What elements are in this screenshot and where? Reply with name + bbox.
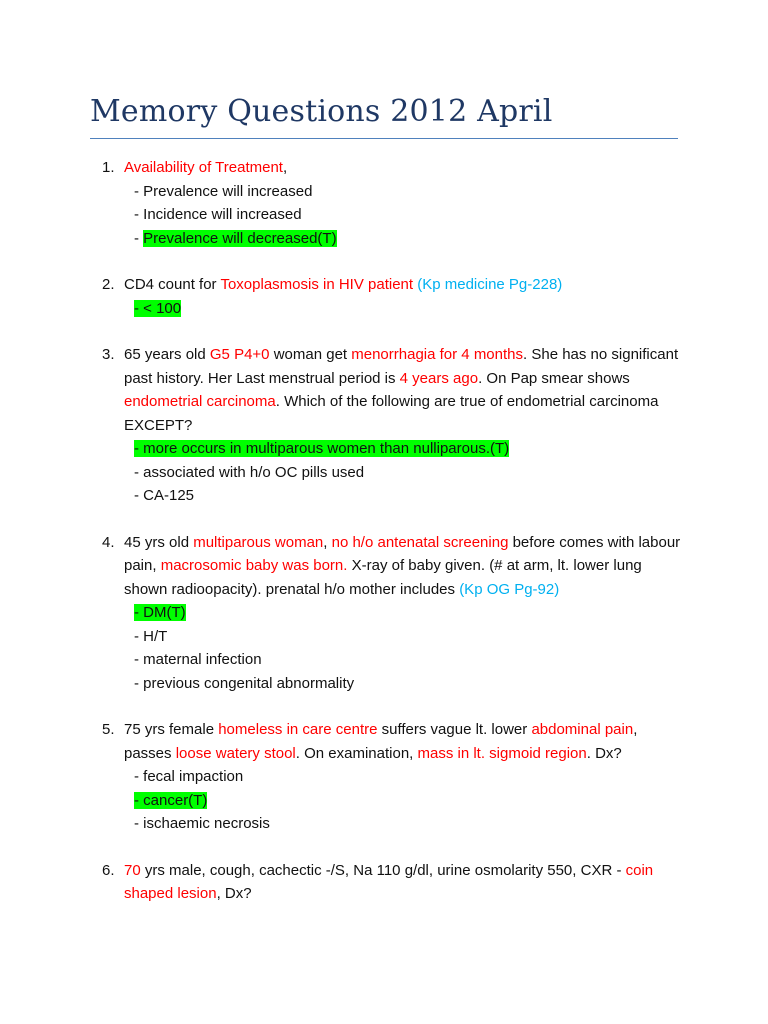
option-text: - associated with h/o OC pills used — [134, 463, 365, 481]
answer-option-correct — [134, 227, 684, 251]
option-text: - previous congenital abnormality — [134, 674, 355, 692]
stem-text: yrs male, cough, cachectic -/S, Na 110 g/dl, urine osmolarity 550, CXR - — [140, 861, 626, 879]
question-item — [0, 718, 768, 836]
question-item — [0, 859, 768, 906]
emphasis-text: Availability of Treatment — [124, 159, 283, 176]
option-text: - maternal infection — [134, 651, 262, 668]
title-divider — [90, 138, 678, 139]
question-number: 5. — [102, 721, 115, 738]
question-list — [0, 156, 768, 929]
option-text: - CA-125 — [134, 487, 195, 504]
emphasis-text: 70 — [124, 861, 141, 879]
question-number: 3. — [102, 346, 115, 363]
question-stem — [124, 718, 684, 765]
stem-text: . She has no significant past history. Her Last menstrual period is — [124, 346, 679, 387]
question-body — [124, 156, 684, 250]
stem-text: suffers vague lt. lower — [377, 721, 532, 738]
stem-text: woman get — [269, 346, 352, 363]
stem-text: X-ray of baby given. (# at arm, lt. lower lung shown radioopacity). prenatal h/o mother includes — [124, 557, 642, 598]
question-stem — [124, 531, 684, 602]
stem-text: , — [323, 533, 332, 551]
emphasis-text: menorrhagia for 4 months — [351, 346, 524, 363]
emphasis-text: abdominal pain — [531, 721, 634, 738]
answer-option-correct — [134, 789, 684, 813]
reference-text: (Kp OG Pg-92) — [459, 580, 560, 598]
answer-option — [134, 180, 684, 204]
question-stem — [124, 273, 684, 297]
answer-option — [134, 461, 684, 485]
stem-text: 65 years old — [124, 346, 210, 363]
question-body — [124, 718, 684, 836]
stem-text: CD4 count for — [124, 276, 221, 293]
option-text: - Prevalence will increased — [134, 182, 313, 200]
emphasis-text: macrosomic baby was born. — [160, 557, 348, 574]
emphasis-text: endometrial carcinoma — [124, 393, 276, 410]
stem-text: , — [282, 159, 288, 176]
question-body — [124, 273, 684, 320]
question-stem — [124, 343, 684, 437]
highlighted-answer-text: - DM(T) — [134, 604, 186, 621]
stem-text: . Dx? — [586, 744, 622, 762]
answer-option — [134, 203, 684, 227]
answer-option — [134, 484, 684, 508]
answer-option-correct — [134, 437, 684, 461]
emphasis-text: no h/o antenatal screening — [331, 533, 509, 551]
question-item — [0, 343, 768, 508]
answer-option-correct — [134, 601, 684, 625]
stem-text: 75 yrs female — [124, 721, 219, 738]
stem-text: . On Pap smear shows — [478, 369, 630, 387]
stem-text: before comes with labour pain, — [124, 533, 681, 574]
reference-text: (Kp medicine Pg-228) — [417, 276, 563, 293]
question-number: 6. — [102, 861, 115, 879]
question-item — [0, 273, 768, 320]
answer-option — [134, 625, 684, 649]
question-number: 1. — [102, 159, 115, 176]
option-text: - H/T — [134, 627, 168, 645]
option-text: - Incidence will increased — [134, 206, 302, 223]
emphasis-text: 4 years ago — [399, 369, 479, 387]
stem-text: . Which of the following are true of endometrial carcinoma EXCEPT? — [124, 393, 659, 434]
question-stem — [124, 156, 684, 180]
emphasis-text: homeless in care centre — [218, 721, 378, 738]
emphasis-text: multiparous woman — [193, 533, 324, 551]
page-title: Memory Questions 2012 April — [90, 94, 553, 129]
answer-option — [134, 765, 684, 789]
stem-text: . On examination, — [295, 744, 418, 762]
highlighted-answer-text: - < 100 — [134, 299, 182, 317]
question-number: 2. — [102, 276, 115, 293]
highlighted-answer-text: Prevalence will decreased(T) — [143, 229, 337, 247]
answer-option — [134, 648, 684, 672]
question-stem — [124, 859, 684, 906]
emphasis-text: mass in lt. sigmoid region — [417, 744, 587, 762]
question-body — [124, 859, 684, 906]
option-text: - fecal impaction — [134, 768, 244, 785]
answer-option — [134, 672, 684, 696]
question-item — [0, 156, 768, 250]
highlighted-answer-text: - cancer(T) — [134, 791, 208, 809]
stem-text: , Dx? — [216, 885, 252, 902]
question-body — [124, 343, 684, 508]
stem-text: , passes — [124, 721, 638, 762]
question-body — [124, 531, 684, 696]
emphasis-text: Toxoplasmosis in HIV patient — [220, 276, 414, 293]
option-prefix: - — [134, 229, 144, 247]
emphasis-text: loose watery stool — [175, 744, 296, 762]
emphasis-text: G5 P4+0 — [209, 346, 270, 363]
answer-option — [134, 812, 684, 836]
answer-option-correct — [134, 297, 684, 321]
stem-text: 45 yrs old — [124, 533, 194, 551]
emphasis-text: coin shaped lesion — [124, 861, 654, 902]
question-item — [0, 531, 768, 696]
highlighted-answer-text: - more occurs in multiparous women than nulliparous.(T) — [134, 440, 510, 457]
option-text: - ischaemic necrosis — [134, 815, 270, 832]
question-number: 4. — [102, 533, 115, 551]
